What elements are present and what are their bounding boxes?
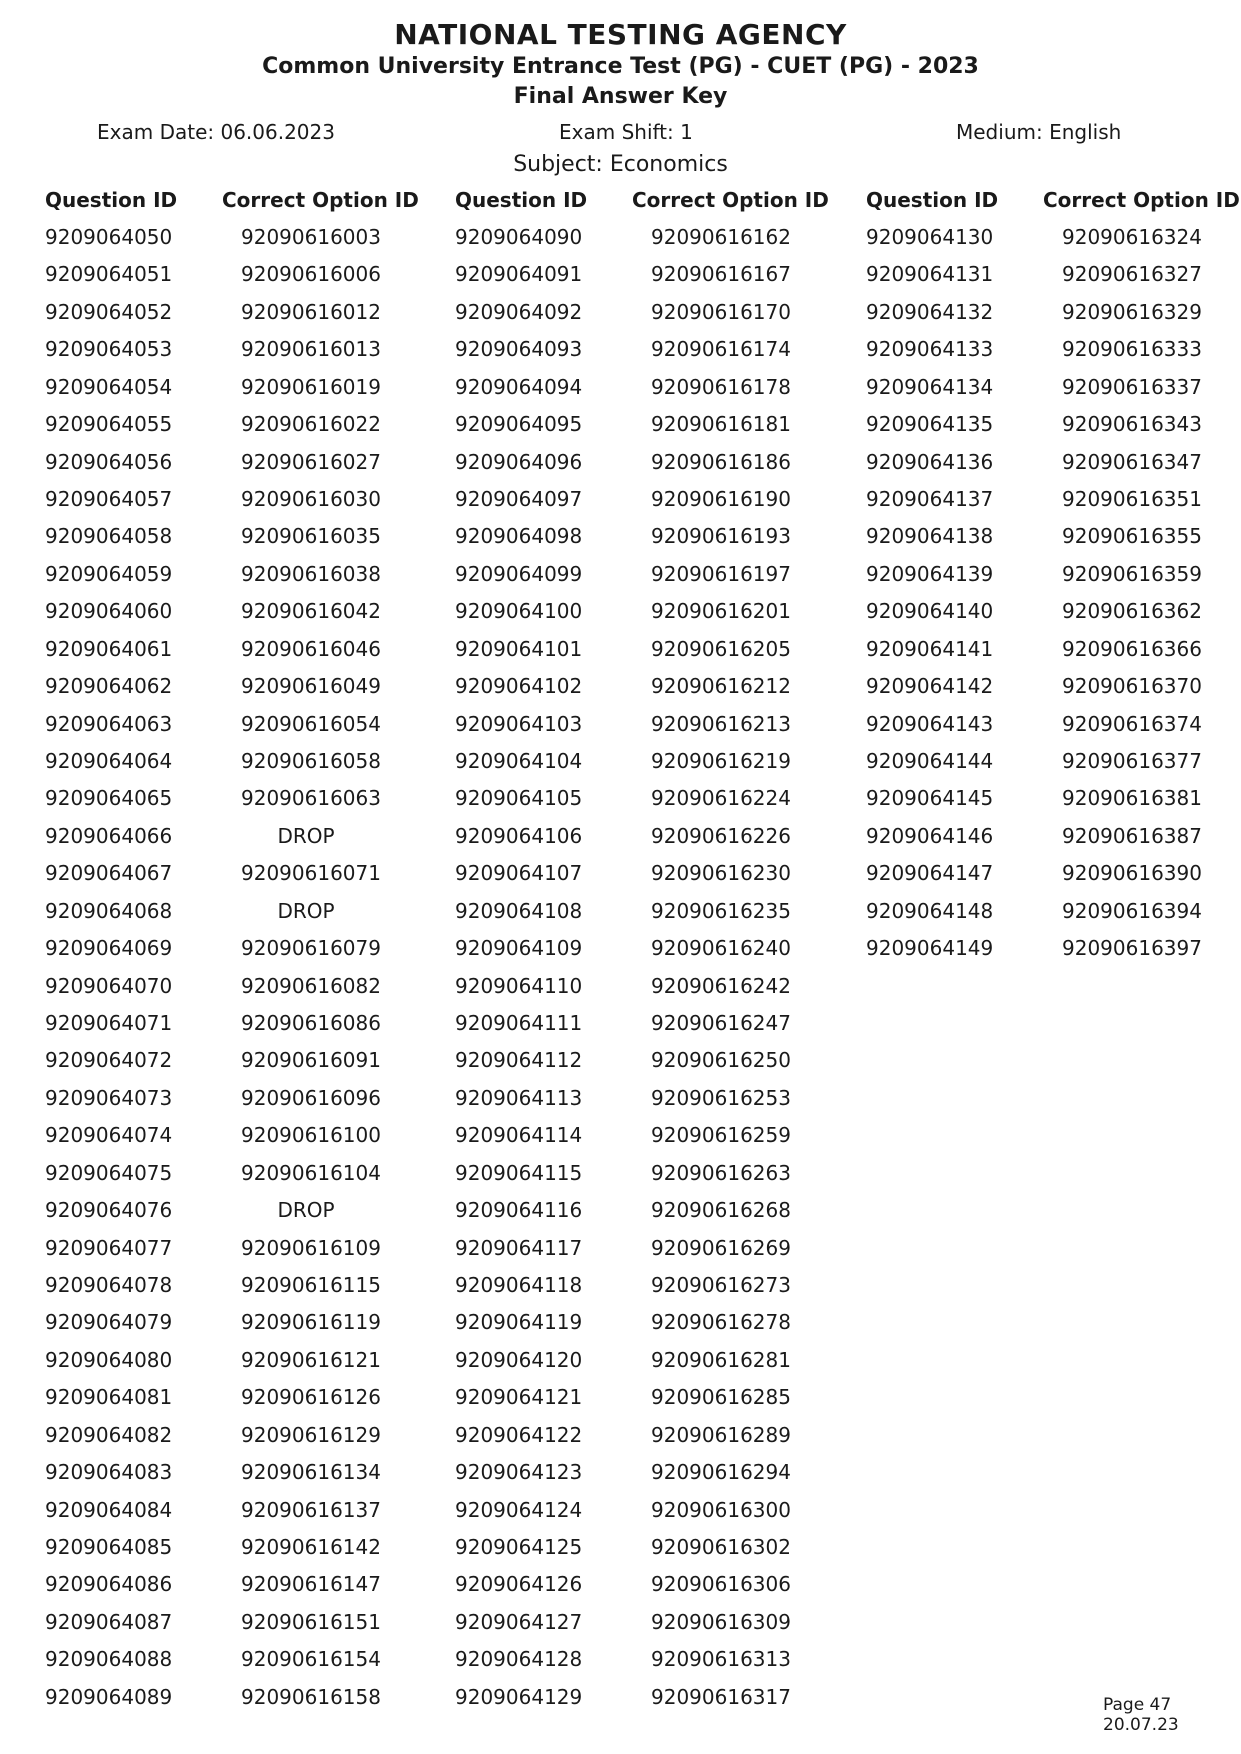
correct-option-id-cell: 92090616294 bbox=[651, 1460, 791, 1484]
question-id-cell: 9209064068 bbox=[45, 899, 173, 923]
correct-option-id-cell: 92090616115 bbox=[241, 1273, 381, 1297]
subject-line: Subject: Economics bbox=[513, 152, 728, 177]
correct-option-id-cell: 92090616181 bbox=[651, 412, 791, 436]
question-id-cell: 9209064114 bbox=[455, 1123, 583, 1147]
question-id-cell: 9209064073 bbox=[45, 1086, 173, 1110]
correct-option-id-cell: 92090616337 bbox=[1062, 375, 1202, 399]
question-id-cell: 9209064081 bbox=[45, 1385, 173, 1409]
question-id-cell: 9209064076 bbox=[45, 1198, 173, 1222]
question-id-cell: 9209064146 bbox=[866, 824, 994, 848]
correct-option-id-cell: 92090616351 bbox=[1062, 487, 1202, 511]
question-id-cell: 9209064050 bbox=[45, 225, 173, 249]
correct-option-id-cell: 92090616247 bbox=[651, 1011, 791, 1035]
correct-option-id-cell: 92090616022 bbox=[241, 412, 381, 436]
correct-option-id-cell: 92090616058 bbox=[241, 749, 381, 773]
agency-name: NATIONAL TESTING AGENCY bbox=[394, 18, 847, 51]
question-id-cell: 9209064105 bbox=[455, 786, 583, 810]
correct-option-id-cell: 92090616387 bbox=[1062, 824, 1202, 848]
correct-option-id-cell: 92090616167 bbox=[651, 262, 791, 286]
column-header-question-id: Question ID bbox=[45, 188, 178, 212]
correct-option-id-cell: 92090616151 bbox=[241, 1610, 381, 1634]
question-id-cell: 9209064078 bbox=[45, 1273, 173, 1297]
question-id-cell: 9209064077 bbox=[45, 1236, 173, 1260]
correct-option-id-cell: 92090616086 bbox=[241, 1011, 381, 1035]
question-id-cell: 9209064122 bbox=[455, 1423, 583, 1447]
correct-option-id-cell: 92090616186 bbox=[651, 450, 791, 474]
question-id-cell: 9209064147 bbox=[866, 861, 994, 885]
question-id-cell: 9209064063 bbox=[45, 712, 173, 736]
question-id-cell: 9209064062 bbox=[45, 674, 173, 698]
correct-option-id-cell: 92090616324 bbox=[1062, 225, 1202, 249]
correct-option-id-cell: 92090616091 bbox=[241, 1048, 381, 1072]
question-id-cell: 9209064101 bbox=[455, 637, 583, 661]
correct-option-id-cell: 92090616126 bbox=[241, 1385, 381, 1409]
question-id-cell: 9209064056 bbox=[45, 450, 173, 474]
correct-option-id-cell: 92090616390 bbox=[1062, 861, 1202, 885]
correct-option-id-cell: 92090616355 bbox=[1062, 524, 1202, 548]
question-id-cell: 9209064074 bbox=[45, 1123, 173, 1147]
correct-option-id-cell: 92090616042 bbox=[241, 599, 381, 623]
correct-option-id-cell: 92090616063 bbox=[241, 786, 381, 810]
question-id-cell: 9209064123 bbox=[455, 1460, 583, 1484]
correct-option-id-cell: 92090616219 bbox=[651, 749, 791, 773]
correct-option-id-cell: 92090616190 bbox=[651, 487, 791, 511]
question-id-cell: 9209064107 bbox=[455, 861, 583, 885]
question-id-cell: 9209064084 bbox=[45, 1498, 173, 1522]
question-id-cell: 9209064106 bbox=[455, 824, 583, 848]
exam-shift: Exam Shift: 1 bbox=[559, 120, 693, 144]
question-id-cell: 9209064100 bbox=[455, 599, 583, 623]
correct-option-id-cell: 92090616046 bbox=[241, 637, 381, 661]
question-id-cell: 9209064058 bbox=[45, 524, 173, 548]
correct-option-id-cell: 92090616197 bbox=[651, 562, 791, 586]
correct-option-id-cell: 92090616003 bbox=[241, 225, 381, 249]
question-id-cell: 9209064088 bbox=[45, 1647, 173, 1671]
column-header-correct-option-id: Correct Option ID bbox=[222, 188, 419, 212]
question-id-cell: 9209064115 bbox=[455, 1161, 583, 1185]
correct-option-id-cell: 92090616259 bbox=[651, 1123, 791, 1147]
exam-date: Exam Date: 06.06.2023 bbox=[97, 120, 335, 144]
question-id-cell: 9209064113 bbox=[455, 1086, 583, 1110]
question-id-cell: 9209064142 bbox=[866, 674, 994, 698]
question-id-cell: 9209064060 bbox=[45, 599, 173, 623]
correct-option-id-cell: 92090616235 bbox=[651, 899, 791, 923]
question-id-cell: 9209064137 bbox=[866, 487, 994, 511]
correct-option-id-cell: 92090616370 bbox=[1062, 674, 1202, 698]
question-id-cell: 9209064149 bbox=[866, 936, 994, 960]
question-id-cell: 9209064145 bbox=[866, 786, 994, 810]
correct-option-id-cell: 92090616079 bbox=[241, 936, 381, 960]
question-id-cell: 9209064069 bbox=[45, 936, 173, 960]
question-id-cell: 9209064139 bbox=[866, 562, 994, 586]
correct-option-id-cell: 92090616327 bbox=[1062, 262, 1202, 286]
question-id-cell: 9209064072 bbox=[45, 1048, 173, 1072]
correct-option-id-cell: 92090616121 bbox=[241, 1348, 381, 1372]
correct-option-id-cell: 92090616174 bbox=[651, 337, 791, 361]
question-id-cell: 9209064094 bbox=[455, 375, 583, 399]
question-id-cell: 9209064079 bbox=[45, 1310, 173, 1334]
question-id-cell: 9209064141 bbox=[866, 637, 994, 661]
question-id-cell: 9209064052 bbox=[45, 300, 173, 324]
question-id-cell: 9209064140 bbox=[866, 599, 994, 623]
question-id-cell: 9209064071 bbox=[45, 1011, 173, 1035]
correct-option-id-cell: 92090616343 bbox=[1062, 412, 1202, 436]
question-id-cell: 9209064057 bbox=[45, 487, 173, 511]
question-id-cell: 9209064109 bbox=[455, 936, 583, 960]
correct-option-id-cell: 92090616170 bbox=[651, 300, 791, 324]
question-id-cell: 9209064127 bbox=[455, 1610, 583, 1634]
question-id-cell: 9209064066 bbox=[45, 824, 173, 848]
correct-option-id-cell: 92090616205 bbox=[651, 637, 791, 661]
question-id-cell: 9209064099 bbox=[455, 562, 583, 586]
correct-option-id-cell: 92090616096 bbox=[241, 1086, 381, 1110]
correct-option-id-cell: 92090616012 bbox=[241, 300, 381, 324]
question-id-cell: 9209064111 bbox=[455, 1011, 583, 1035]
page-number: Page 47 bbox=[1103, 1695, 1172, 1715]
question-id-cell: 9209064065 bbox=[45, 786, 173, 810]
column-header-correct-option-id: Correct Option ID bbox=[632, 188, 829, 212]
footer-date: 20.07.23 bbox=[1103, 1715, 1179, 1735]
correct-option-id-cell: 92090616201 bbox=[651, 599, 791, 623]
question-id-cell: 9209064096 bbox=[455, 450, 583, 474]
question-id-cell: 9209064112 bbox=[455, 1048, 583, 1072]
correct-option-id-cell: 92090616038 bbox=[241, 562, 381, 586]
question-id-cell: 9209064070 bbox=[45, 974, 173, 998]
correct-option-id-cell: 92090616162 bbox=[651, 225, 791, 249]
question-id-cell: 9209064082 bbox=[45, 1423, 173, 1447]
question-id-cell: 9209064051 bbox=[45, 262, 173, 286]
question-id-cell: 9209064118 bbox=[455, 1273, 583, 1297]
correct-option-id-cell: 92090616178 bbox=[651, 375, 791, 399]
correct-option-id-cell: 92090616082 bbox=[241, 974, 381, 998]
correct-option-id-cell: 92090616253 bbox=[651, 1086, 791, 1110]
correct-option-id-cell: 92090616394 bbox=[1062, 899, 1202, 923]
correct-option-id-cell: 92090616347 bbox=[1062, 450, 1202, 474]
question-id-cell: 9209064092 bbox=[455, 300, 583, 324]
question-id-cell: 9209064087 bbox=[45, 1610, 173, 1634]
correct-option-id-cell: 92090616224 bbox=[651, 786, 791, 810]
question-id-cell: 9209064090 bbox=[455, 225, 583, 249]
question-id-cell: 9209064121 bbox=[455, 1385, 583, 1409]
question-id-cell: 9209064075 bbox=[45, 1161, 173, 1185]
question-id-cell: 9209064064 bbox=[45, 749, 173, 773]
correct-option-id-cell: 92090616147 bbox=[241, 1572, 381, 1596]
correct-option-id-cell: 92090616359 bbox=[1062, 562, 1202, 586]
correct-option-id-cell: 92090616109 bbox=[241, 1236, 381, 1260]
question-id-cell: 9209064148 bbox=[866, 899, 994, 923]
correct-option-id-cell: DROP bbox=[277, 824, 335, 848]
correct-option-id-cell: 92090616250 bbox=[651, 1048, 791, 1072]
question-id-cell: 9209064144 bbox=[866, 749, 994, 773]
correct-option-id-cell: 92090616269 bbox=[651, 1236, 791, 1260]
correct-option-id-cell: 92090616193 bbox=[651, 524, 791, 548]
correct-option-id-cell: 92090616137 bbox=[241, 1498, 381, 1522]
correct-option-id-cell: 92090616333 bbox=[1062, 337, 1202, 361]
column-header-question-id: Question ID bbox=[455, 188, 588, 212]
correct-option-id-cell: 92090616268 bbox=[651, 1198, 791, 1222]
correct-option-id-cell: 92090616300 bbox=[651, 1498, 791, 1522]
question-id-cell: 9209064133 bbox=[866, 337, 994, 361]
correct-option-id-cell: 92090616302 bbox=[651, 1535, 791, 1559]
correct-option-id-cell: 92090616240 bbox=[651, 936, 791, 960]
question-id-cell: 9209064129 bbox=[455, 1685, 583, 1709]
correct-option-id-cell: 92090616071 bbox=[241, 861, 381, 885]
question-id-cell: 9209064085 bbox=[45, 1535, 173, 1559]
correct-option-id-cell: 92090616030 bbox=[241, 487, 381, 511]
question-id-cell: 9209064138 bbox=[866, 524, 994, 548]
correct-option-id-cell: 92090616119 bbox=[241, 1310, 381, 1334]
column-header-correct-option-id: Correct Option ID bbox=[1043, 188, 1240, 212]
column-header-question-id: Question ID bbox=[866, 188, 999, 212]
correct-option-id-cell: 92090616362 bbox=[1062, 599, 1202, 623]
correct-option-id-cell: 92090616381 bbox=[1062, 786, 1202, 810]
correct-option-id-cell: 92090616366 bbox=[1062, 637, 1202, 661]
correct-option-id-cell: 92090616242 bbox=[651, 974, 791, 998]
question-id-cell: 9209064125 bbox=[455, 1535, 583, 1559]
question-id-cell: 9209064110 bbox=[455, 974, 583, 998]
question-id-cell: 9209064132 bbox=[866, 300, 994, 324]
question-id-cell: 9209064093 bbox=[455, 337, 583, 361]
correct-option-id-cell: 92090616104 bbox=[241, 1161, 381, 1185]
question-id-cell: 9209064117 bbox=[455, 1236, 583, 1260]
question-id-cell: 9209064136 bbox=[866, 450, 994, 474]
correct-option-id-cell: 92090616154 bbox=[241, 1647, 381, 1671]
correct-option-id-cell: 92090616027 bbox=[241, 450, 381, 474]
question-id-cell: 9209064067 bbox=[45, 861, 173, 885]
question-id-cell: 9209064095 bbox=[455, 412, 583, 436]
correct-option-id-cell: 92090616006 bbox=[241, 262, 381, 286]
question-id-cell: 9209064053 bbox=[45, 337, 173, 361]
correct-option-id-cell: 92090616377 bbox=[1062, 749, 1202, 773]
correct-option-id-cell: DROP bbox=[277, 899, 335, 923]
correct-option-id-cell: 92090616285 bbox=[651, 1385, 791, 1409]
correct-option-id-cell: 92090616273 bbox=[651, 1273, 791, 1297]
question-id-cell: 9209064059 bbox=[45, 562, 173, 586]
question-id-cell: 9209064108 bbox=[455, 899, 583, 923]
question-id-cell: 9209064102 bbox=[455, 674, 583, 698]
question-id-cell: 9209064097 bbox=[455, 487, 583, 511]
question-id-cell: 9209064131 bbox=[866, 262, 994, 286]
question-id-cell: 9209064135 bbox=[866, 412, 994, 436]
question-id-cell: 9209064091 bbox=[455, 262, 583, 286]
question-id-cell: 9209064116 bbox=[455, 1198, 583, 1222]
question-id-cell: 9209064055 bbox=[45, 412, 173, 436]
question-id-cell: 9209064083 bbox=[45, 1460, 173, 1484]
correct-option-id-cell: 92090616230 bbox=[651, 861, 791, 885]
correct-option-id-cell: 92090616317 bbox=[651, 1685, 791, 1709]
correct-option-id-cell: 92090616049 bbox=[241, 674, 381, 698]
question-id-cell: 9209064103 bbox=[455, 712, 583, 736]
correct-option-id-cell: 92090616134 bbox=[241, 1460, 381, 1484]
correct-option-id-cell: 92090616013 bbox=[241, 337, 381, 361]
question-id-cell: 9209064119 bbox=[455, 1310, 583, 1334]
correct-option-id-cell: 92090616306 bbox=[651, 1572, 791, 1596]
correct-option-id-cell: 92090616281 bbox=[651, 1348, 791, 1372]
exam-name: Common University Entrance Test (PG) - CUET (PG) - 2023 bbox=[262, 54, 979, 79]
correct-option-id-cell: 92090616374 bbox=[1062, 712, 1202, 736]
question-id-cell: 9209064120 bbox=[455, 1348, 583, 1372]
page-footer bbox=[1103, 1695, 1179, 1735]
correct-option-id-cell: 92090616313 bbox=[651, 1647, 791, 1671]
correct-option-id-cell: 92090616329 bbox=[1062, 300, 1202, 324]
correct-option-id-cell: 92090616035 bbox=[241, 524, 381, 548]
correct-option-id-cell: 92090616142 bbox=[241, 1535, 381, 1559]
question-id-cell: 9209064098 bbox=[455, 524, 583, 548]
correct-option-id-cell: 92090616226 bbox=[651, 824, 791, 848]
question-id-cell: 9209064061 bbox=[45, 637, 173, 661]
correct-option-id-cell: 92090616213 bbox=[651, 712, 791, 736]
correct-option-id-cell: 92090616129 bbox=[241, 1423, 381, 1447]
document-title: Final Answer Key bbox=[513, 84, 728, 109]
correct-option-id-cell: 92090616278 bbox=[651, 1310, 791, 1334]
question-id-cell: 9209064128 bbox=[455, 1647, 583, 1671]
question-id-cell: 9209064124 bbox=[455, 1498, 583, 1522]
question-id-cell: 9209064126 bbox=[455, 1572, 583, 1596]
correct-option-id-cell: 92090616019 bbox=[241, 375, 381, 399]
correct-option-id-cell: 92090616054 bbox=[241, 712, 381, 736]
question-id-cell: 9209064134 bbox=[866, 375, 994, 399]
question-id-cell: 9209064143 bbox=[866, 712, 994, 736]
correct-option-id-cell: 92090616158 bbox=[241, 1685, 381, 1709]
question-id-cell: 9209064130 bbox=[866, 225, 994, 249]
correct-option-id-cell: 92090616289 bbox=[651, 1423, 791, 1447]
correct-option-id-cell: 92090616212 bbox=[651, 674, 791, 698]
question-id-cell: 9209064104 bbox=[455, 749, 583, 773]
question-id-cell: 9209064054 bbox=[45, 375, 173, 399]
correct-option-id-cell: 92090616309 bbox=[651, 1610, 791, 1634]
correct-option-id-cell: DROP bbox=[277, 1198, 335, 1222]
correct-option-id-cell: 92090616100 bbox=[241, 1123, 381, 1147]
question-id-cell: 9209064089 bbox=[45, 1685, 173, 1709]
question-id-cell: 9209064086 bbox=[45, 1572, 173, 1596]
correct-option-id-cell: 92090616397 bbox=[1062, 936, 1202, 960]
question-id-cell: 9209064080 bbox=[45, 1348, 173, 1372]
exam-medium: Medium: English bbox=[956, 120, 1122, 144]
correct-option-id-cell: 92090616263 bbox=[651, 1161, 791, 1185]
